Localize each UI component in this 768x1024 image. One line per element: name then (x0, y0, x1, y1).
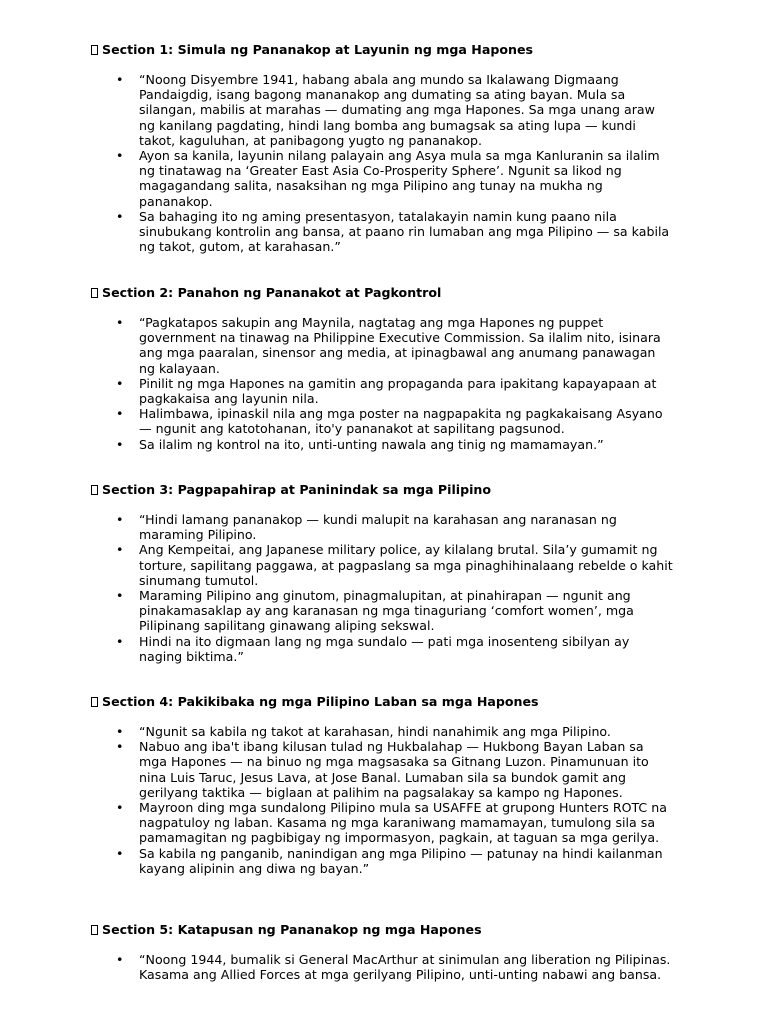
bullet-text: Maraming Pilipino ang ginutom, pinagmalupitan, at pinahirapan — ngunit ang pinakamasaklap ay ang karanasan ng mga tinaguriang ‘comfort women’, mga Pilipinang sapilitang ginawang aliping sekswal. (139, 588, 634, 634)
section-heading (91, 922, 691, 937)
section-3 (91, 482, 691, 664)
bullet-dot: • (116, 800, 124, 816)
box-icon (91, 45, 98, 55)
bullet-dot: • (116, 512, 124, 527)
bullet-dot: • (116, 952, 124, 967)
bullet-item (91, 800, 674, 846)
bullet-text: Halimbawa, ipinaskil nila ang mga poster na nagpapakita ng pagkakaisang Asyano — ngunit ang katotohanan, ito'y pananakot at sapilitang pagsunod. (139, 406, 663, 437)
bullet-item (91, 542, 674, 588)
bullet-text: “Noong Disyembre 1941, habang abala ang mundo sa Ikalawang Digmaang Pandaigdig, isang bagong mananakop ang dumating sa ating bayan. Mula sa silangan, mabilis at marahas — dumating ang mga Hapones. Sa mga unang araw ng kanilang pagdating, hindi lang bomba ang bumagsak sa ating lupa — kundi takot, kaguluhan, at panibagong yugto ng pananakop. (139, 72, 655, 148)
bullet-text: “Hindi lamang pananakop — kundi malupit na karahasan ang naranasan ng maraming Pilipino. (139, 512, 617, 543)
box-icon (91, 925, 98, 935)
bullet-dot: • (116, 588, 124, 604)
bullet-item (91, 406, 674, 436)
bullet-dot: • (116, 542, 124, 558)
bullet-dot: • (116, 72, 124, 87)
bullet-dot: • (116, 315, 124, 330)
section-heading (91, 285, 691, 300)
section-5 (91, 922, 691, 982)
section-heading-text: Section 1: Simula ng Pananakop at Layunin ng mga Hapones (102, 42, 533, 57)
bullet-text: Hindi na ito digmaan lang ng mga sundalo — pati mga inosenteng sibilyan ay naging biktima.” (139, 633, 630, 664)
bullet-list (91, 512, 691, 664)
bullet-text: “Noong 1944, bumalik si General MacArthur at sinimulan ang liberation ng Pilipinas. Kasama ang Allied Forces at mga gerilyang Pilipino, unti-unting nabawi ang bansa. (139, 952, 671, 983)
bullet-item (91, 209, 674, 255)
section-heading-text: Section 2: Panahon ng Pananakot at Pagkontrol (102, 285, 442, 300)
bullet-item (91, 634, 674, 664)
bullet-text: Nabuo ang iba't ibang kilusan tulad ng Hukbalahap — Hukbong Bayan Laban sa mga Hapones — na binuo ng mga magsasaka sa Gitnang Luzon. Pinamunuan ito nina Luis Taruc, Jesus Lava, at Jose Banal. Lumaban sila sa bundok gamit ang gerilyang taktika — biglaan at palihim na pagsalakay sa kampo ng Hapones. (139, 739, 649, 800)
bullet-dot: • (116, 375, 124, 391)
section-heading-text: Section 3: Pagpapahirap at Paninindak sa mga Pilipino (102, 482, 492, 497)
bullet-item (91, 952, 674, 982)
bullet-item (91, 588, 674, 634)
bullet-dot: • (116, 633, 124, 649)
bullet-item (91, 376, 674, 406)
bullet-text: Sa ilalim ng kontrol na ito, unti-unting nawala ang tinig ng mamamayan.” (139, 436, 604, 452)
bullet-text: “Ngunit sa kabila ng takot at karahasan, hindi nanahimik ang mga Pilipino. (139, 724, 611, 739)
section-heading (91, 42, 691, 57)
bullet-item (91, 148, 674, 209)
bullet-item (91, 846, 674, 876)
bullet-text: Sa bahaging ito ng aming presentasyon, tatalakayin namin kung paano nila sinubukang kontrolin ang bansa, at paano rin lumaban ang mga Pilipino — sa kabila ng takot, gutom, at karahasan.” (139, 208, 670, 255)
bullet-text: Ang Kempeitai, ang Japanese military police, ay kilalang brutal. Sila’y gumamit ng torture, sapilitang paggawa, at pagpaslang sa mga pinaghihinalaang rebelde o kahit sinumang tumutol. (139, 542, 673, 588)
bullet-dot: • (116, 845, 124, 861)
section-heading (91, 482, 691, 497)
bullet-item (91, 739, 674, 800)
bullet-dot: • (116, 724, 124, 739)
bullet-text: Sa kabila ng panganib, nanindigan ang mga Pilipino — patunay na hindi kailanman kayang alipinin ang diwa ng bayan.” (139, 845, 663, 876)
section-heading-text: Section 5: Katapusan ng Pananakop ng mga Hapones (102, 922, 482, 937)
bullet-list (91, 952, 691, 982)
bullet-item (91, 72, 674, 148)
bullet-item (91, 437, 674, 452)
bullet-dot: • (116, 739, 124, 755)
bullet-dot: • (116, 208, 124, 224)
bullet-dot: • (116, 436, 124, 452)
bullet-text: Ayon sa kanila, layunin nilang palayain ang Asya mula sa mga Kanluranin sa ilalim ng tinatawag na ‘Greater East Asia Co-Prosperity Sphere’. Ngunit sa likod ng magagandang salita, nasaksihan ng mga Pilipino ang tunay na mukha ng pananakop. (139, 148, 660, 209)
bullet-list (91, 315, 691, 452)
bullet-dot: • (116, 406, 124, 422)
bullet-dot: • (116, 148, 124, 164)
bullet-text: Mayroon ding mga sundalong Pilipino mula sa USAFFE at grupong Hunters ROTC na nagpatuloy ng laban. Kasama ng mga karaniwang mamamayan, tumulong sila sa pamamagitan ng pagbibigay ng impormasyon, pagkain, at taguan sa mga gerilya. (139, 800, 667, 846)
bullet-list (91, 72, 691, 254)
section-heading-text: Section 4: Pakikibaka ng mga Pilipino Laban sa mga Hapones (102, 694, 539, 709)
box-icon (91, 485, 98, 495)
section-heading (91, 694, 691, 709)
bullet-text: Pinilit ng mga Hapones na gamitin ang propaganda para ipakitang kapayapaan at pagkakaisa ang layunin nila. (139, 375, 657, 407)
bullet-list (91, 724, 691, 876)
bullet-text: “Pagkatapos sakupin ang Maynila, nagtatag ang mga Hapones ng puppet government na tinawag na Philippine Executive Commission. Sa ilalim nito, isinara ang mga paaralan, sinensor ang media, at ipinagbawal ang anumang panawagan ng kalayaan. (139, 315, 661, 376)
section-1 (91, 42, 691, 254)
bullet-item (91, 512, 674, 542)
box-icon (91, 288, 98, 298)
bullet-item (91, 724, 674, 739)
section-2 (91, 285, 691, 452)
section-4 (91, 694, 691, 876)
bullet-item (91, 315, 674, 376)
box-icon (91, 697, 98, 707)
